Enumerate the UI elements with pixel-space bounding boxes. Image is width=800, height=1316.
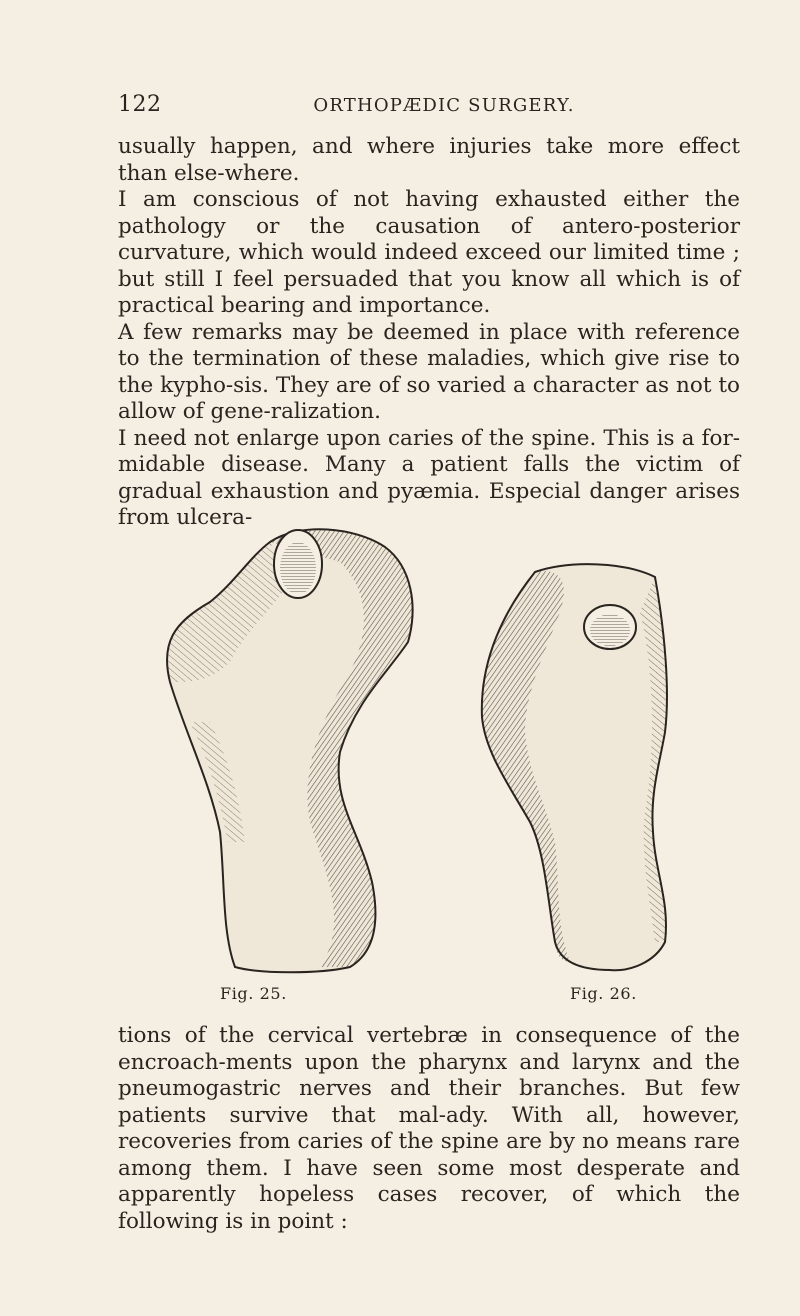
running-title: ORTHOPÆDIC SURGERY. bbox=[313, 95, 575, 116]
fig26-cast-drawing bbox=[482, 564, 667, 970]
paragraph: A few remarks may be deemed in place with reference to the termination of these maladies, which give rise to the kypho-sis. They are of so varied a character as not to allow of gene-ralization. bbox=[118, 319, 740, 424]
text-block-bottom bbox=[118, 1023, 740, 1235]
fig25-caption: Fig. 25. bbox=[220, 984, 287, 1003]
fig25-cast-drawing bbox=[167, 529, 413, 972]
page-number: 122 bbox=[118, 92, 162, 117]
paragraph: I need not enlarge upon caries of the spine. This is a for-midable disease. Many a patient falls the victim of gradual exhaustion and pyæmia. Especial danger arises from ulcera- bbox=[118, 425, 740, 530]
figure-illustrations bbox=[150, 522, 680, 982]
paragraph: usually happen, and where injuries take more effect than else-where. bbox=[118, 134, 740, 186]
text-block-top bbox=[118, 134, 740, 532]
paragraph: I am conscious of not having exhausted either the pathology or the causation of antero-posterior curvature, which would indeed exceed our limited time ; but still I feel persuaded that you know all which is of practical bearing and importance. bbox=[118, 187, 740, 318]
page-header bbox=[118, 92, 740, 120]
paragraph: tions of the cervical vertebræ in consequence of the encroach-ments upon the pharynx and larynx and the pneumogastric nerves and their branches. But few patients survive that mal-ady. With all, however, recoveries from caries of the spine are by no means rare among them. I have seen some most desperate and apparently hopeless cases recover, of which the following is in point : bbox=[118, 1023, 740, 1234]
figures-panel bbox=[150, 522, 680, 1012]
fig26-caption: Fig. 26. bbox=[570, 984, 637, 1003]
